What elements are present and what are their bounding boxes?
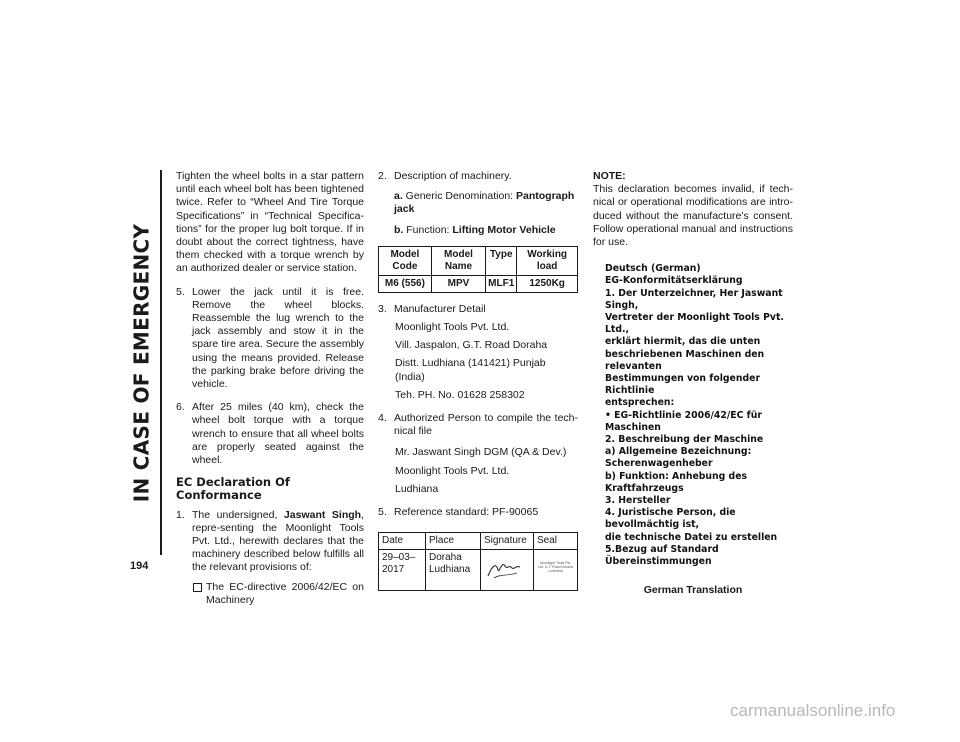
- signature-cell: [481, 550, 534, 591]
- item-1-number: 1.: [176, 508, 185, 521]
- german-line: entsprechen:: [605, 397, 675, 409]
- item-1-post: , repre-senting the Moonlight Tools Pvt. Ltd., herewith declares that the machinery described below fulfills all the relevant provisions of:: [192, 508, 364, 574]
- item-2-number: 2.: [378, 170, 387, 182]
- step-5-text: Lower the jack until it is free. Remove the wheel blocks. Reassemble the lug wrench to the jack assembly and stow it in the spare tire area. Secure the assembly using the means provided. Release the parking brake before driving the vehicle.: [192, 285, 364, 391]
- item-4-number: 4.: [378, 412, 387, 425]
- german-line: • EG-Richtlinie 2006/42/EC für Maschinen: [605, 409, 762, 433]
- page-number: 194: [130, 560, 149, 572]
- signature-table: [378, 532, 578, 591]
- chapter-title: IN CASE OF EMERGENCY: [129, 223, 154, 502]
- german-line: erklärt hiermit, das die unten: [605, 336, 761, 348]
- sub-item-a: [378, 190, 578, 216]
- machine-table: [378, 246, 578, 293]
- table-row: [379, 550, 578, 591]
- table-cell: 1250Kg: [517, 275, 578, 292]
- declaration-item-1: [176, 509, 364, 575]
- step-5: [176, 286, 364, 392]
- table-header-row: [379, 246, 578, 275]
- note-heading: NOTE:: [593, 170, 626, 182]
- table-cell: MPV: [431, 275, 485, 292]
- date-cell: 29–03–2017: [379, 550, 426, 591]
- item-4-text: Authorized Person to compile the tech-nical file: [394, 412, 578, 438]
- declaration-item-4: [378, 412, 578, 438]
- sub-b-text: Function:: [403, 223, 453, 236]
- note-text: This declaration becomes invalid, if tech-nical or operational modifications are intro-duced without the manufacture’s consent. Follow operational manual and instructions for use.: [593, 183, 793, 249]
- german-line: 1. Der Unterzeichner, Her Jaswant Singh,: [605, 287, 783, 311]
- column-2: [378, 170, 578, 591]
- item-2-text: Description of machinery.: [394, 170, 512, 182]
- table-header-row: [379, 533, 578, 550]
- item-1-name: Jaswant Singh: [283, 508, 362, 521]
- checkbox-square-icon: [193, 583, 202, 592]
- step-6-number: 6.: [176, 401, 185, 414]
- german-line: b) Funktion: Anhebung des Kraftfahrzeugs: [605, 470, 748, 494]
- german-line: EG-Konformitätserklärung: [605, 275, 743, 287]
- manufacturer-line: Teh. PH. No. 01628 258302: [395, 388, 525, 401]
- table-cell: M6 (556): [379, 275, 432, 292]
- table-header-cell: Date: [379, 533, 426, 550]
- manufacturer-line: Distt. Ludhiana (141421) Punjab (India): [395, 357, 546, 383]
- authorized-line: Moonlight Tools Pvt. Ltd.: [395, 464, 510, 477]
- declaration-item-2: [378, 170, 578, 183]
- table-header-cell: Place: [426, 533, 481, 550]
- table-header-cell: Working load: [517, 246, 578, 275]
- step-6-text: After 25 miles (40 km), check the wheel bolt torque with a torque wrench to ensure that all wheel bolts are properly seated against the wheel.: [192, 401, 364, 467]
- sub-a-label: a.: [394, 190, 403, 203]
- declaration-item-5: [378, 506, 578, 519]
- german-line: a) Allgemeine Bezeichnung:: [605, 446, 752, 458]
- german-line: Deutsch (German): [605, 263, 701, 275]
- german-line: Scherenwagenheber: [605, 458, 713, 470]
- place-cell: Doraha Ludhiana: [426, 550, 481, 591]
- sub-a-value: Pantograph jack: [394, 190, 575, 216]
- chapter-divider: [160, 170, 162, 555]
- table-header-cell: Seal: [534, 533, 578, 550]
- table-header-cell: Model Code: [379, 246, 432, 275]
- signature-scribble: [484, 552, 524, 584]
- sub-a-text: Generic Denomination:: [402, 190, 516, 203]
- column-3: [593, 170, 793, 598]
- sub-item-b: [378, 224, 578, 237]
- sub-b-label: b.: [394, 223, 404, 236]
- item-1-pre: The undersigned,: [192, 508, 284, 521]
- seal-stamp: Moonlight Tools Pvt. Ltd. G.T. Road Doraha Ludhiana: [537, 561, 574, 574]
- declaration-item-3: [378, 303, 578, 316]
- german-line: Vertreter der Moonlight Tools Pvt. Ltd.,: [605, 312, 784, 336]
- authorized-line: Ludhiana: [395, 482, 439, 495]
- sub-b-value: Lifting Motor Vehicle: [452, 223, 556, 236]
- directive-bullet: [176, 581, 364, 607]
- chapter-side-tab: [127, 170, 157, 555]
- authorized-line: Mr. Jaswant Singh DGM (QA & Dev.): [395, 446, 567, 459]
- column-1: [176, 170, 364, 607]
- item-3-number: 3.: [378, 302, 387, 315]
- german-line: 3. Hersteller: [605, 495, 671, 507]
- german-line: beschriebenen Maschinen den relevanten: [605, 348, 765, 372]
- german-translation-caption: German Translation: [643, 584, 743, 597]
- manufacturer-line: Moonlight Tools Pvt. Ltd.: [395, 321, 510, 334]
- item-5-number: 5.: [378, 506, 387, 519]
- table-header-cell: Signature: [481, 533, 534, 550]
- bullet-text: The EC-directive 2006/42/EC on Machinery: [206, 580, 364, 606]
- step-5-number: 5.: [176, 285, 185, 298]
- table-header-cell: Model Name: [431, 246, 485, 275]
- item-5-text: Reference standard: PF-90065: [394, 506, 539, 519]
- manufacturer-line: Vill. Jaspalon, G.T. Road Doraha: [395, 339, 548, 352]
- table-cell: MLF1: [486, 275, 517, 292]
- german-line: die technische Datei zu erstellen: [605, 531, 778, 543]
- table-row: [379, 275, 578, 292]
- table-header-cell: Type: [486, 246, 517, 275]
- german-line: 5.Bezug auf Standard Übereinstimmungen: [605, 543, 719, 568]
- german-line: Bestimmungen von folgender Richtlinie: [605, 373, 761, 397]
- item-3-text: Manufacturer Detail: [394, 302, 486, 315]
- step-6: [176, 401, 364, 467]
- intro-paragraph: Tighten the wheel bolts in a star pattern until each wheel bolt has been tightened twice. Refer to “Wheel And Tire Torque Specifications” in “Technical Specifica-tions” for the proper lug bolt torque. If in doubt about the correct tightness, have them checked with a torque wrench by an authorized dealer or service station.: [176, 170, 364, 275]
- german-line: 2. Beschreibung der Maschine: [605, 434, 764, 446]
- watermark: carmanualsonline.info: [730, 701, 896, 720]
- german-line: 4. Juristische Person, die bevollmächtig ist,: [605, 507, 736, 531]
- seal-cell: [534, 550, 578, 591]
- german-declaration: [605, 263, 793, 568]
- section-heading: EC Declaration Of Conformance: [176, 475, 290, 503]
